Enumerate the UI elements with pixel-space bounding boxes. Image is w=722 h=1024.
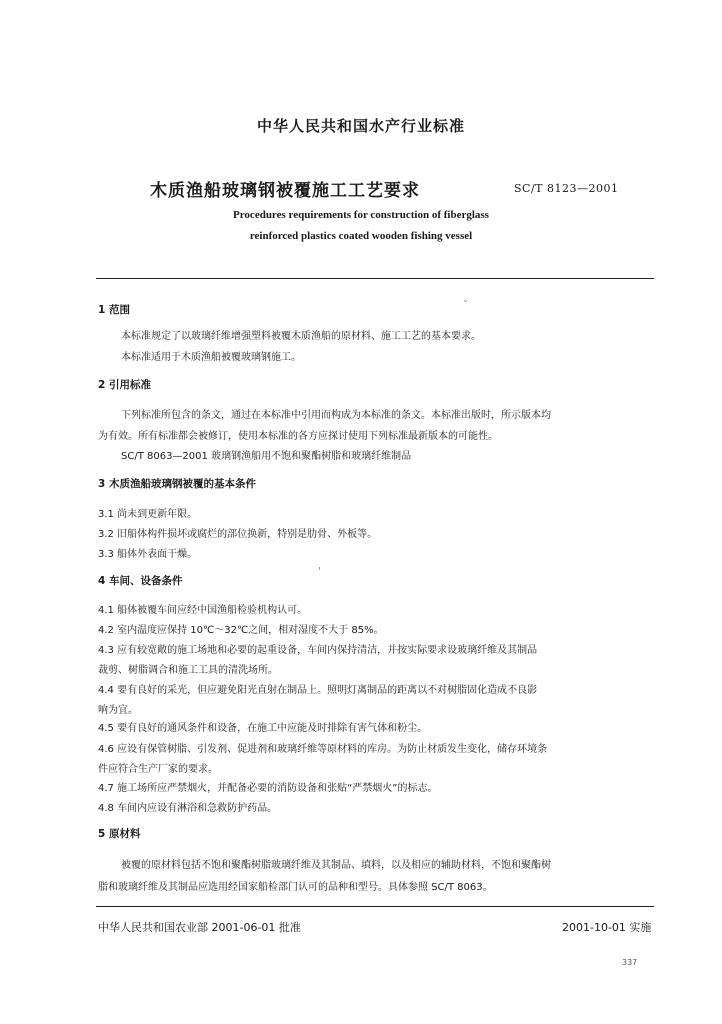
list-item: 3.1 尚未到更新年限。 [98, 509, 198, 520]
section-1-paragraph: 本标准适用于木质渔船被覆玻璃钢施工。 [121, 352, 301, 363]
approval-info: 中华人民共和国农业部 2001-06-01 批准 [98, 921, 301, 934]
page-number: 337 [622, 958, 638, 967]
normative-reference: SC/T 8063—2001 玻璃钢渔船用不饱和聚酯树脂和玻璃纤维制品 [121, 451, 412, 462]
list-item: 4.2 室内温度应保持 10℃～32℃之间，相对湿度不大于 85%。 [98, 625, 384, 636]
section-1-paragraph: 本标准规定了以玻璃纤维增强塑料被覆木质渔船的原材料、施工工艺的基本要求。 [121, 331, 481, 342]
english-title-line-1: Procedures requirements for construction of fiberglass [233, 209, 489, 221]
standard-category-header: 中华人民共和国水产行业标准 [256, 117, 465, 135]
header-divider [96, 278, 654, 279]
english-title-line-2: reinforced plastics coated wooden fishing vessel [249, 230, 473, 242]
list-item: 4.5 要有良好的通风条件和设备，在施工中应能及时排除有害气体和粉尘。 [98, 723, 428, 734]
section-5-paragraph: 被覆的原材料包括不饱和聚酯树脂玻璃纤维及其制品、填料，以及相应的辅助材料，不饱和聚酯树 [121, 860, 551, 871]
list-item-continuation: 件应符合生产厂家的要求。 [98, 764, 218, 775]
section-2-paragraph: 下列标准所包含的条文，通过在本标准中引用而构成为本标准的条文。本标准出版时，所示版本均 [121, 410, 551, 421]
section-1-heading: 1 范围 [98, 304, 130, 316]
section-5-heading: 5 原材料 [98, 828, 141, 840]
section-5-paragraph: 脂和玻璃纤维及其制品应选用经国家船检部门认可的品种和型号。具体参照 SC/T 8063。 [98, 882, 493, 893]
scan-mark: ˇ [463, 300, 468, 311]
list-item: 4.4 要有良好的采光，但应避免阳光直射在制品上。照明灯离制品的距离以不对树脂固化造成不良影 [98, 685, 538, 696]
list-item: 4.3 应有较宽敞的施工场地和必要的起重设备，车间内保持清洁，并按实际要求设玻璃纤维及其制品 [98, 645, 538, 656]
scan-mark: ' [318, 566, 321, 577]
section-3-heading: 3 木质渔船玻璃钢被覆的基本条件 [98, 478, 256, 490]
list-item: 3.2 旧船体构件损坏或腐烂的部位换新，特别是肋骨、外板等。 [98, 529, 378, 540]
list-item-continuation: 裁剪、树脂调合和施工工具的清洗场所。 [98, 665, 278, 676]
section-4-heading: 4 车间、设备条件 [98, 575, 183, 587]
standard-code: SC/T 8123—2001 [514, 182, 619, 195]
list-item: 3.3 船体外表面干燥。 [98, 549, 198, 560]
list-item: 4.8 车间内应设有淋浴和急救防护药品。 [98, 803, 278, 814]
implementation-date: 2001-10-01 实施 [562, 921, 652, 934]
list-item-continuation: 响为宜。 [98, 705, 138, 716]
footer-divider [96, 906, 654, 907]
section-2-heading: 2 引用标准 [98, 379, 151, 391]
section-2-paragraph: 为有效。所有标准都会被修订，使用本标准的各方应探讨使用下列标准最新版本的可能性。 [98, 431, 498, 442]
list-item: 4.7 施工场所应严禁烟火，并配备必要的消防设备和张贴“严禁烟火”的标志。 [98, 783, 438, 794]
list-item: 4.1 船体被覆车间应经中国渔船检验机构认可。 [98, 605, 308, 616]
list-item: 4.6 应设有保管树脂、引发剂、促进剂和玻璃纤维等原材料的库房。为防止材质发生变化，储存环境条 [98, 744, 548, 755]
document-title: 木质渔船玻璃钢被覆施工工艺要求 [150, 181, 420, 201]
